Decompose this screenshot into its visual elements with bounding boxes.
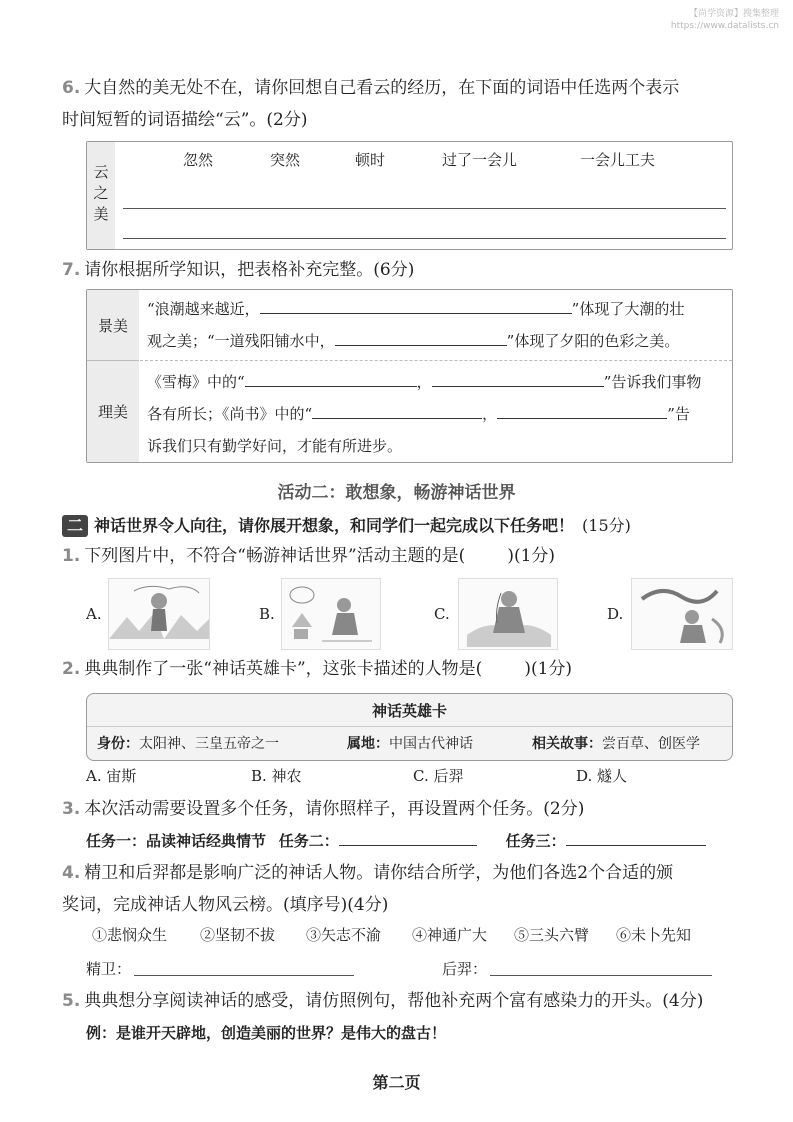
task-1 — [62, 540, 742, 572]
jingwei-blank[interactable] — [134, 975, 354, 976]
pangu-illustration — [109, 579, 209, 649]
question-number: 2. — [62, 659, 81, 679]
card-divider — [87, 726, 732, 727]
task-items — [86, 825, 746, 857]
card-title: 神话英雄卡 — [371, 702, 447, 720]
question-text: 本次活动需要设置多个任务，请你照样子，再设置两个任务。(2分) — [84, 799, 585, 819]
question-number: 1. — [62, 546, 81, 566]
option-c[interactable]: C. — [434, 605, 450, 623]
award-option: ②坚韧不拔 — [200, 926, 276, 944]
word-item: 突然 — [270, 151, 301, 169]
image-a — [108, 578, 210, 650]
section-two-header — [62, 513, 762, 539]
houyi-blank[interactable] — [490, 975, 712, 976]
identity-label: 身份： — [97, 736, 139, 752]
task-one: 任务一：品读神话经典情节 — [86, 832, 267, 850]
answer-line[interactable] — [123, 238, 726, 239]
row-text: 各有所长；《尚书》中的“ — [147, 405, 313, 423]
goddess-illustration — [459, 579, 557, 649]
question-number: 7. — [62, 260, 81, 280]
choice-c[interactable]: C. 后羿 — [413, 767, 464, 785]
image-c — [458, 578, 558, 650]
question-text: 精卫和后羿都是影响广泛的神话人物。请你结合所学，为他们各选2个合适的颁 — [84, 863, 674, 883]
jingwei-label: 精卫： — [86, 960, 132, 978]
row-label-scenery: 景美 — [87, 290, 139, 361]
task-3 — [62, 793, 742, 825]
row-text: ”体现了大潮的壮 — [571, 300, 685, 318]
task-4 — [62, 857, 742, 921]
row-text: ”体现了夕阳的色彩之美。 — [506, 332, 680, 350]
stories-label: 相关故事： — [532, 736, 602, 752]
row-label-reason: 理美 — [87, 361, 139, 462]
question-7 — [62, 254, 742, 286]
choice-a[interactable]: A. 宙斯 — [86, 767, 137, 785]
task-three-blank[interactable] — [566, 827, 706, 846]
reason-row — [147, 366, 727, 462]
card-identity — [97, 733, 279, 753]
dragon-illustration — [632, 579, 732, 649]
blank-5[interactable] — [312, 400, 482, 419]
row-text: 诉我们只有勤学好问，才能有所进步。 — [147, 437, 403, 455]
scenery-row — [147, 293, 727, 357]
choice-b[interactable]: B. 神农 — [251, 767, 302, 785]
watermark-url: https://www.datalists.cn — [670, 21, 779, 31]
row-text: ， — [416, 373, 432, 391]
row-text: ”告诉我们事物 — [603, 373, 702, 391]
option-a[interactable]: A. — [86, 605, 102, 623]
word-item: 顿时 — [355, 151, 386, 169]
task-two-label: 任务二： — [278, 832, 339, 850]
blank-1[interactable] — [260, 295, 572, 314]
hero-card — [86, 693, 733, 761]
choice-d[interactable]: D. 燧人 — [576, 767, 628, 785]
answer-line[interactable] — [123, 208, 726, 209]
question-number: 4. — [62, 863, 81, 883]
task-three-label: 任务三： — [505, 832, 566, 850]
task-5 — [62, 985, 742, 1017]
blank-4[interactable] — [432, 368, 604, 387]
region-value: 中国古代神话 — [389, 736, 473, 752]
question-text: 请你根据所学知识，把表格补充完整。(6分) — [84, 260, 415, 280]
image-d — [631, 578, 733, 650]
row-text: 观之美；“一道残阳铺水中， — [147, 332, 335, 350]
question-number: 5. — [62, 991, 81, 1011]
table-q7 — [86, 289, 733, 463]
question-text-cont: 时间短暂的词语描绘“云”。(2分) — [62, 110, 308, 130]
image-b — [281, 578, 381, 650]
stories-value: 尝百草、创医学 — [602, 736, 700, 752]
word-item: 忽然 — [183, 151, 214, 169]
option-d[interactable]: D. — [607, 605, 624, 623]
task-2 — [62, 653, 742, 685]
task-two-blank[interactable] — [339, 827, 477, 846]
cloud-side-label: 云之美 — [87, 142, 115, 249]
question-text: 大自然的美无处不在，请你回想自己看云的经历，在下面的词语中任选两个表示 — [84, 78, 680, 98]
award-option: ⑥未卜先知 — [616, 926, 692, 944]
row-divider — [140, 360, 732, 361]
blank-3[interactable] — [245, 368, 417, 387]
award-option: ③矢志不渝 — [306, 926, 382, 944]
question-6 — [62, 72, 742, 136]
word-item: 一会儿工夫 — [580, 151, 656, 169]
row-text: ， — [482, 405, 498, 423]
row-text: 《雪梅》中的“ — [147, 373, 245, 391]
section-badge: 二 — [62, 515, 88, 537]
watermark — [671, 8, 779, 32]
option-b[interactable]: B. — [259, 605, 275, 623]
award-option: ④神通广大 — [412, 926, 488, 944]
cloud-answer-box — [86, 141, 733, 250]
houyi-label: 后羿： — [442, 960, 488, 978]
watermark-title: 【尚学资源】搜集整理 — [688, 9, 779, 19]
identity-value: 太阳神、三皇五帝之一 — [139, 736, 279, 752]
farmer-illustration — [282, 579, 380, 649]
award-option: ①悲悯众生 — [92, 926, 168, 944]
question-number: 6. — [62, 78, 81, 98]
blank-6[interactable] — [497, 400, 667, 419]
picture-options — [86, 578, 746, 650]
question-text: 典典制作了一张“神话英雄卡”，这张卡描述的人物是( — [84, 659, 483, 679]
question-text: 典典想分享阅读神话的感受，请仿照例句，帮他补充两个富有感染力的开头。(4分) — [84, 991, 704, 1011]
question-text: )(1分) — [507, 546, 556, 566]
question-text: 下列图片中，不符合“畅游神话世界”活动主题的是( — [84, 546, 466, 566]
question-text: )(1分) — [524, 659, 573, 679]
region-label: 属地： — [347, 736, 389, 752]
page-number: 第二页 — [372, 1073, 421, 1092]
word-item: 过了一会儿 — [442, 151, 518, 169]
card-stories — [532, 733, 700, 753]
row-text: “浪潮越来越近， — [147, 300, 260, 318]
activity-title: 活动二：敢想象，畅游神话世界 — [277, 483, 516, 503]
blank-2[interactable] — [335, 327, 507, 346]
award-option: ⑤三头六臂 — [514, 926, 590, 944]
word-bank — [125, 144, 725, 176]
card-region — [347, 733, 473, 753]
section-score: (15分) — [582, 516, 631, 535]
question-text-cont: 奖词，完成神话人物风云榜。(填序号)(4分) — [62, 895, 389, 915]
example-sentence: 例：是谁开天辟地，创造美丽的世界？是伟大的盘古！ — [86, 1024, 447, 1042]
section-instruction: 神话世界令人向往，请你展开想象，和同学们一起完成以下任务吧！ — [94, 516, 575, 535]
row-text: ”告 — [667, 405, 690, 423]
question-number: 3. — [62, 799, 81, 819]
